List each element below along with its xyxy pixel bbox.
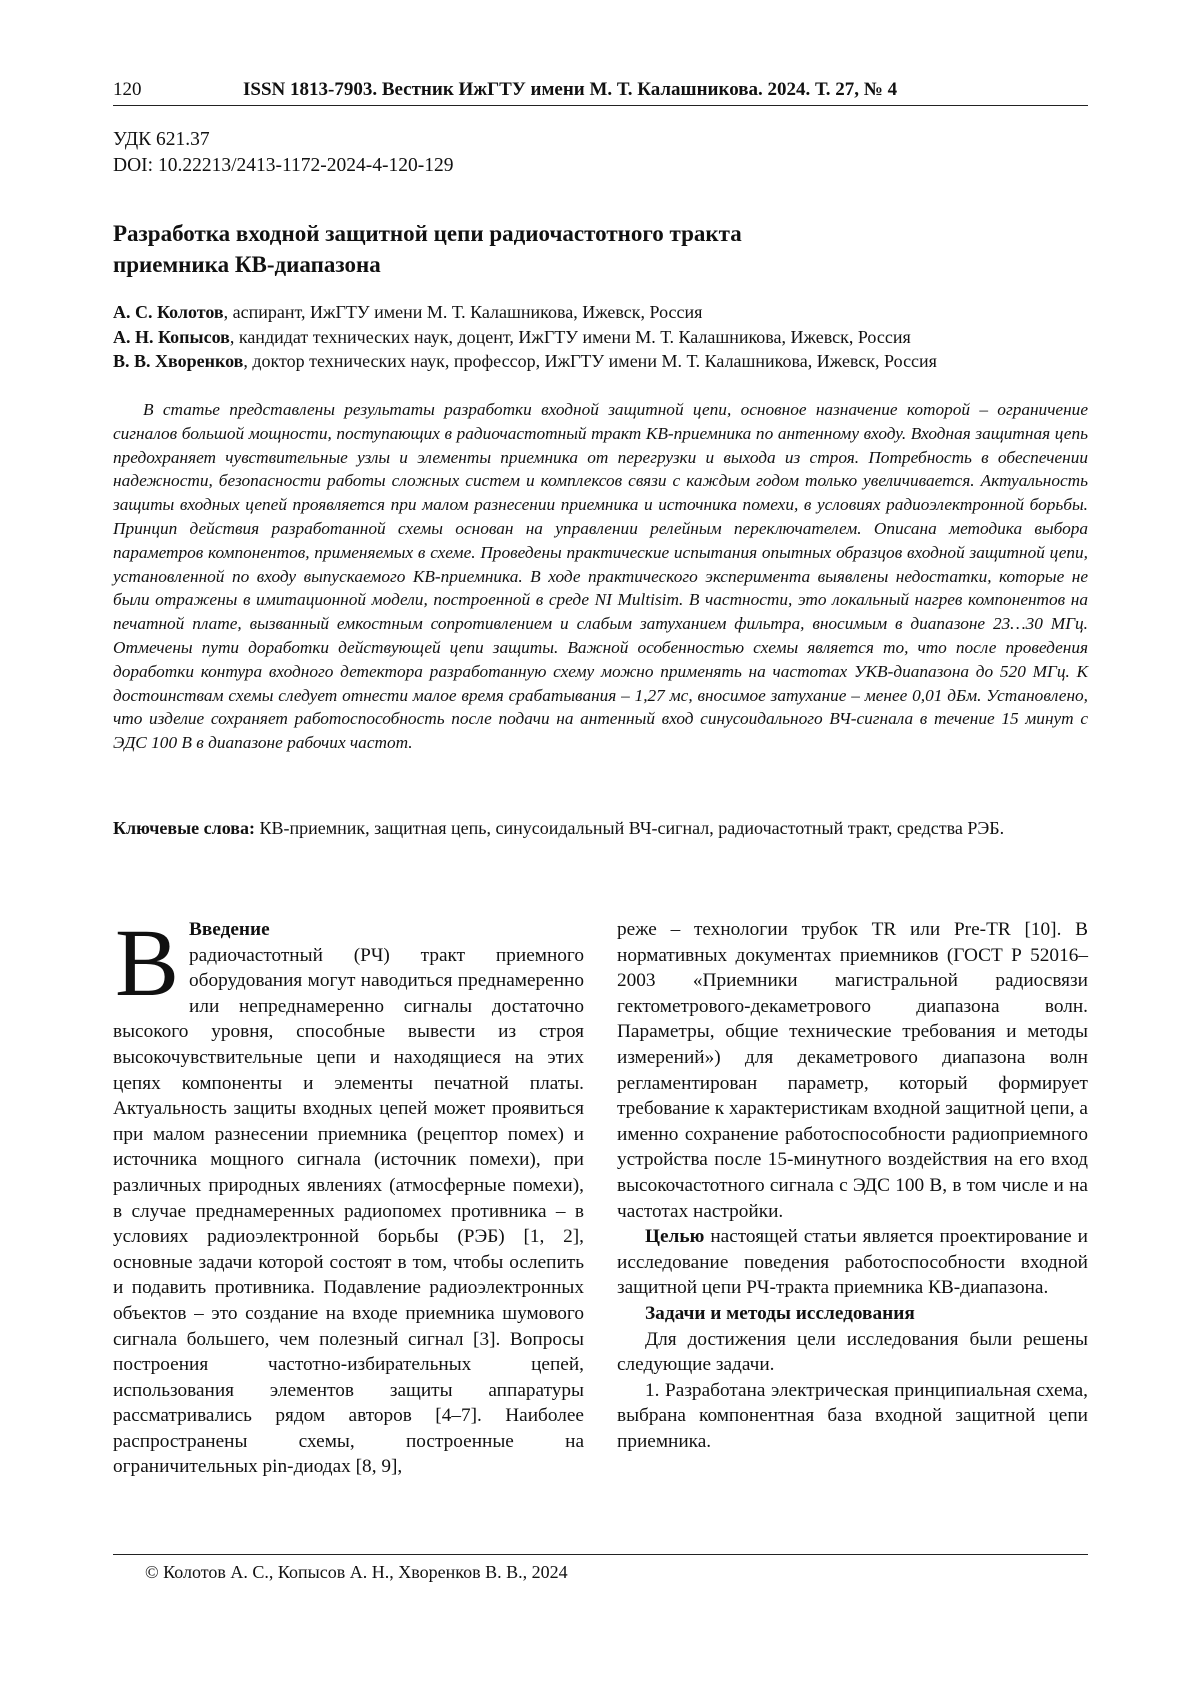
author-name: А. Н. Копысов xyxy=(113,326,230,347)
right-column xyxy=(617,917,1088,1454)
authors-block xyxy=(113,300,1093,374)
page-number: 120 xyxy=(113,79,142,100)
journal-title: ISSN 1813-7903. Вестник ИжГТУ имени М. Т. Калашникова. 2024. Т. 27, № 4 xyxy=(243,79,898,100)
udk: УДК 621.37 xyxy=(113,129,210,150)
author-info: , кандидат технических наук, доцент, ИжГТУ имени М. Т. Калашникова, Ижевск, Россия xyxy=(229,326,911,347)
author-info: , аспирант, ИжГТУ имени М. Т. Калашникова, Ижевск, Россия xyxy=(223,302,703,322)
footer-divider xyxy=(113,1554,1088,1555)
keywords-text: КВ-приемник, защитная цепь, синусоидальный ВЧ-сигнал, радиочастотный тракт, средства РЭБ. xyxy=(254,818,1005,838)
article-title xyxy=(113,218,1013,280)
author-line xyxy=(113,300,1093,325)
title-line-2: приемника КВ-диапазона xyxy=(113,252,381,277)
title-line-1: Разработка входной защитной цепи радиочастотного тракта xyxy=(113,221,742,246)
doi: DOI: 10.22213/2413-1172-2024-4-120-129 xyxy=(113,155,454,176)
intro-paragraph: радиочастотный (РЧ) тракт приемного оборудования могут наводиться преднамеренно или непреднамеренно сигналы достаточно высокого уровня, способные вывести из строя высокочувствительные цепи и находящиеся на этих цепях компоненты и элементы печатной платы. Актуальность защиты входных цепей может проявиться при малом разнесении приемника (рецептор помех) и источника мощного сигнала (источник помехи), при различных природных явлениях (атмосферные помехи), в случае преднамеренных радиопомех противника – в условиях радиоэлектронной борьбы (РЭБ) [1, 2], основные задачи которой состоят в том, чтобы ослепить и подавить противника. Подавление радиоэлектронных объектов – это создание на входе приемника шумового сигнала большего, чем полезный сигнал [3]. Вопросы построения частотно-избирательных цепей, использования элементов защиты аппаратуры рассматривались рядом авторов [4–7]. Наиболее распространены схемы, построенные на ограничительных pin-диодах [8, 9], xyxy=(113,944,584,1478)
goal-label: Целью xyxy=(645,1226,705,1248)
author-name: В. В. Хворенков xyxy=(113,351,244,371)
left-column xyxy=(113,909,584,1480)
keywords-label: Ключевые слова: xyxy=(113,818,255,838)
abstract: В статье представлены результаты разработки входной защитной цепи, основное назначение которой – ограничение сигналов большой мощности, поступающих в радиочастотный тракт КВ-приемника по антенному входу. Входная защитная цепь предохраняет чувствительные узлы и элементы приемника от перегрузки и выхода из строя. Потребность в обеспечении надежности, безопасности работы сложных систем и комплексов связи с каждым годом только увеличивается. Актуальность защиты входных цепей проявляется при малом разнесении приемника и источника помехи, в условиях радиоэлектронной борьбы. Принцип действия разработанной схемы основан на управлении релейным переключателем. Описана методика выбора параметров компонентов, применяемых в схеме. Проведены практические испытания опытных образцов входной защитной цепи, установленной по входу выпускаемого КВ-приемника. В ходе практического эксперимента выявлены недостатки, которые не были отражены в имитационной модели, построенной в среде NI Multisim. В частности, это локальный нагрев компонентов на печатной плате, вызванный емкостным сопротивлением и слабым затуханием фильтра, вносимым в диапазоне 23…30 МГц. Отмечены пути доработки действующей цепи защиты. Важной особенностью схемы является то, что после проведения доработки контура входного детектора разработанную схему можно применять на частотах УКВ-диапазона до 520 МГц. К достоинствам схемы следует отнести малое время срабатывания – 1,27 мс, вносимое затухание – менее 0,01 дБм. Установлено, что изделие сохраняет работоспособность после подачи на антенный вход синусоидального ВЧ-сигнала в течение 15 минут с ЭДС 100 В в диапазоне рабочих частот. xyxy=(113,400,1088,753)
author-name: А. С. Колотов xyxy=(113,302,224,322)
body-paragraph: реже – технологии трубок TR или Pre-TR [10]. В нормативных документах приемников (ГОСТ Р 52016–2003 «Приемники магистральной радиосвязи гектометрового-декаметрового диапазона волн. Параметры, общие технические требования и методы измерений») для декаметрового диапазона волн регламентирован параметр, который формирует требование к характеристикам входной защитной цепи, а именно сохранение работоспособности радиоприемного устройства после 15-минутного воздействия на его вход высокочастотного сигнала с ЭДС 100 В, в том числе и на частотах настройки. xyxy=(617,919,1088,1222)
goal-text: настоящей статьи является проектирование и исследование поведения работоспособности входной защитной цепи РЧ-тракта приемника КВ-диапазона. xyxy=(617,1226,1088,1299)
body-paragraph: Для достижения цели исследования были решены следующие задачи. xyxy=(617,1328,1088,1376)
author-line xyxy=(113,349,1093,374)
goal-paragraph xyxy=(617,1224,1088,1301)
author-line xyxy=(113,325,1093,350)
running-header xyxy=(113,79,1088,106)
section-heading-tasks: Задачи и методы исследования xyxy=(645,1302,915,1324)
drop-cap: В xyxy=(115,909,180,1016)
author-info: , доктор технических наук, профессор, ИжГТУ имени М. Т. Калашникова, Ижевск, Россия xyxy=(243,351,937,371)
copyright: © Колотов А. С., Копысов А. Н., Хворенков В. В., 2024 xyxy=(145,1562,568,1582)
section-heading-introduction: Введение xyxy=(189,919,270,940)
body-paragraph: 1. Разработана электрическая принципиальная схема, выбрана компонентная база входной защитной цепи приемника. xyxy=(617,1379,1088,1452)
keywords xyxy=(113,816,1088,841)
